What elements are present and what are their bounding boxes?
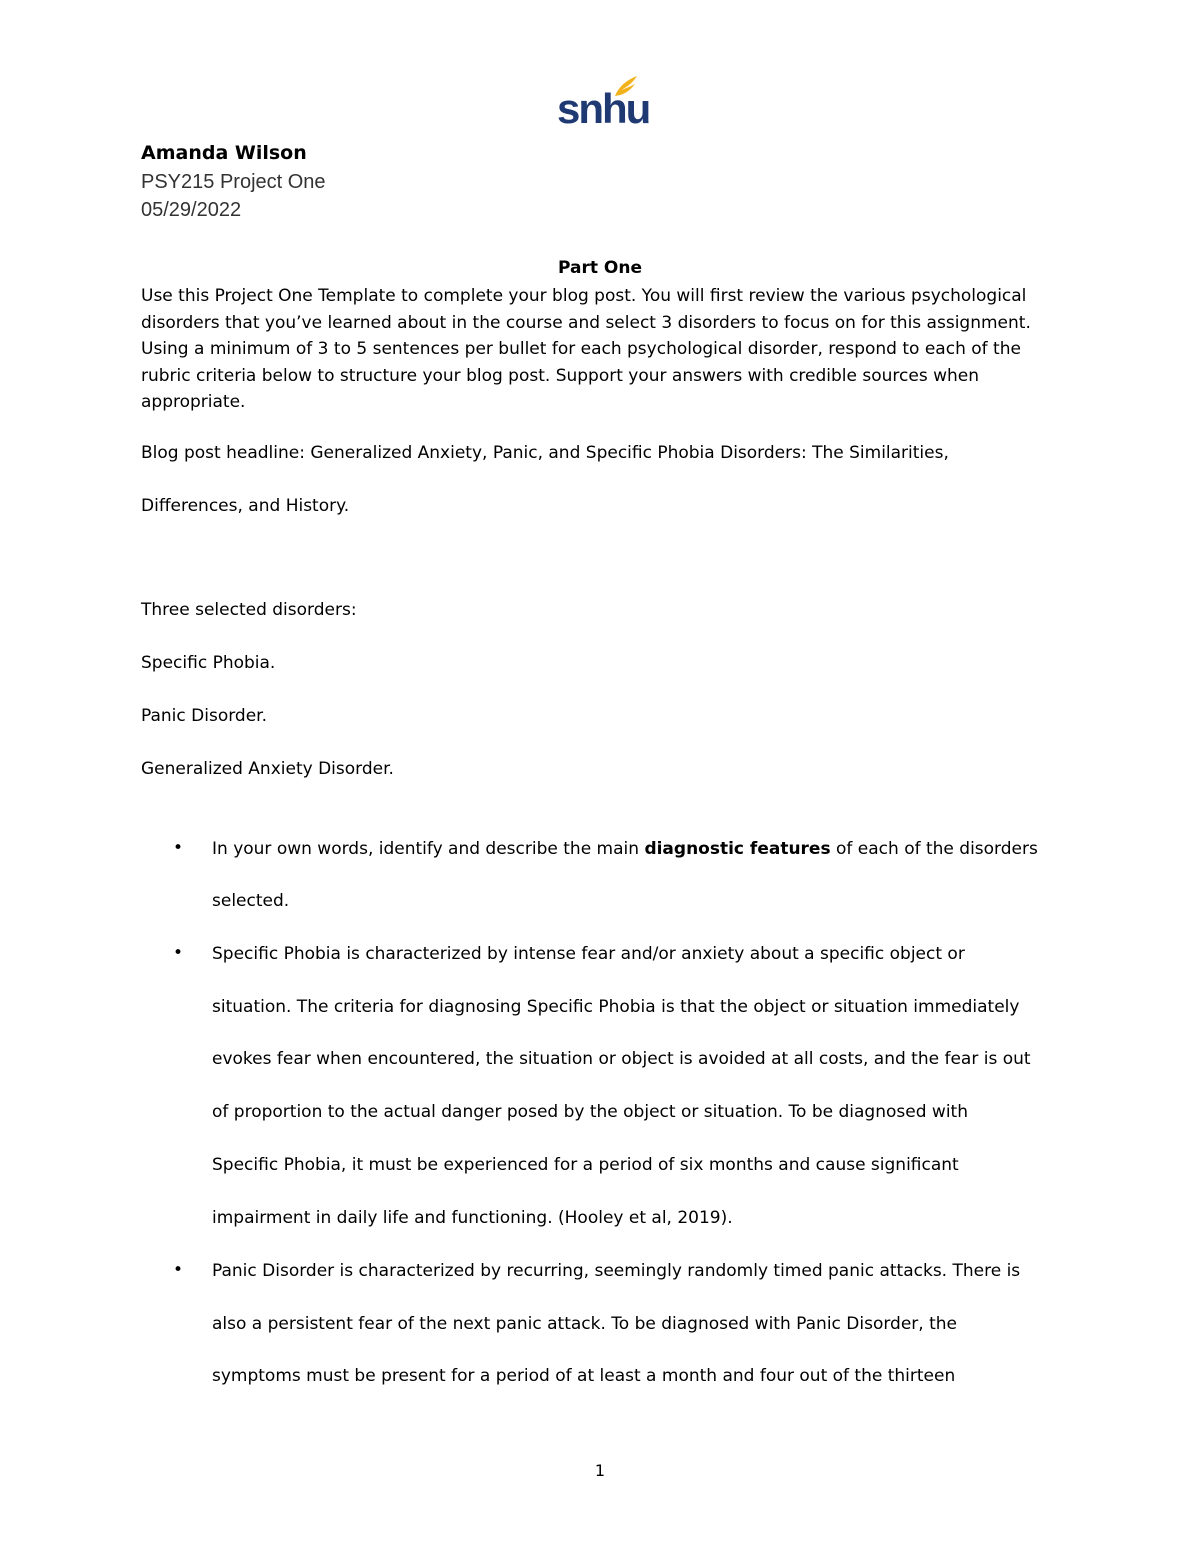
author-name: Amanda Wilson: [141, 142, 307, 164]
bullet-text-post: of each of the disorders: [830, 839, 1038, 859]
bullet-text: Specific Phobia is characterized by intense fear and/or anxiety about a specific object or: [212, 944, 965, 964]
blog-headline-line: Blog post headline: Generalized Anxiety, Panic, and Specific Phobia Disorders: The Similarities,: [141, 443, 949, 463]
blog-headline-line: Differences, and History.: [141, 496, 350, 516]
bold-term: diagnostic features: [644, 839, 831, 859]
bullet-glyph: •: [173, 943, 184, 963]
disorder-item: Generalized Anxiety Disorder.: [141, 759, 394, 779]
snhu-logo: [555, 74, 650, 134]
intro-line: appropriate.: [141, 392, 246, 412]
section-title: Part One: [558, 258, 642, 278]
bullet-text: selected.: [212, 891, 290, 911]
bullet-text: symptoms must be present for a period of at least a month and four out of the thirteen: [212, 1366, 956, 1386]
bullet-text-pre: In your own words, identify and describe the main: [212, 839, 645, 859]
intro-line: Use this Project One Template to complete your blog post. You will first review the various psychological: [141, 286, 1027, 306]
page-number: 1: [594, 1461, 606, 1480]
intro-line: disorders that you’ve learned about in the course and select 3 disorders to focus on for this assignment.: [141, 312, 1031, 333]
disorders-label: Three selected disorders:: [141, 600, 357, 620]
intro-paragraph: [141, 283, 1061, 416]
bullet-text: evokes fear when encountered, the situation or object is avoided at all costs, and the fear is out: [212, 1049, 1031, 1069]
logo-text: snhu: [557, 85, 650, 132]
bullet-text: [212, 839, 1038, 859]
bullet-text: Specific Phobia, it must be experienced for a period of six months and cause significant: [212, 1155, 959, 1175]
intro-line: rubric criteria below to structure your blog post. Support your answers with credible sources when: [141, 365, 980, 386]
bullet-text: Panic Disorder is characterized by recurring, seemingly randomly timed panic attacks. There is: [212, 1261, 1021, 1281]
date: 05/29/2022: [141, 199, 242, 221]
bullet-text: of proportion to the actual danger posed by the object or situation. To be diagnosed with: [212, 1102, 968, 1122]
intro-line: Using a minimum of 3 to 5 sentences per bullet for each psychological disorder, respond to each of the: [141, 339, 1021, 359]
bullet-text: also a persistent fear of the next panic attack. To be diagnosed with Panic Disorder, the: [212, 1314, 957, 1334]
bullet-text: impairment in daily life and functioning. (Hooley et al, 2019).: [212, 1208, 733, 1228]
bullet-text: situation. The criteria for diagnosing Specific Phobia is that the object or situation immediately: [212, 997, 1020, 1017]
course-title: PSY215 Project One: [141, 171, 326, 193]
disorder-item: Panic Disorder.: [141, 706, 267, 726]
disorder-item: Specific Phobia.: [141, 653, 276, 673]
bullet-glyph: •: [173, 1260, 184, 1280]
bullet-glyph: •: [173, 838, 184, 858]
